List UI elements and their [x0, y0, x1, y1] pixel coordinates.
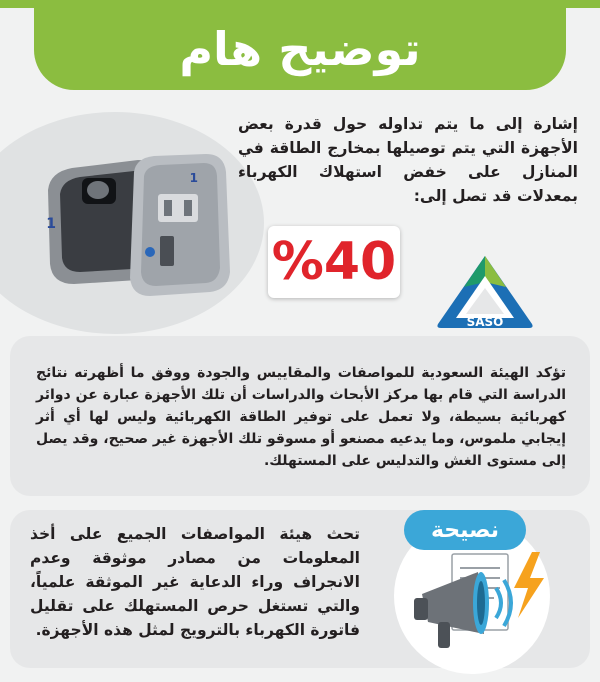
saso-logo-icon — [432, 252, 538, 332]
saso-logo-text: SASO — [466, 315, 504, 329]
advice-badge-label: نصيحة — [430, 517, 500, 543]
saso-statement-text: تؤكد الهيئة السعودية للمواصفات والمقاييس والجودة ووفق ما أظهرته نتائج الدراسة التي قام بها مركز الأبحاث والدراسات أن تلك الأجهزة عبارة عن دوائر كهربائية بسيطة، ولا تعمل على توفير الطاقة الكهربائية وليس لها أي أثر إيجابي ملموس، وما يدعيه مصنعو أو مسوقو تلك الأجهزة غير صحيح، وقد يصل إلى مستوى الغش والتدليس على المستهلك. — [36, 365, 566, 469]
percent-highlight-box — [268, 226, 400, 298]
svg-text:1: 1 — [189, 171, 198, 185]
megaphone-icon — [414, 546, 564, 666]
header-banner — [34, 8, 566, 90]
advice-text: تحث هيئة المواصفات الجميع على أخذ المعلومات من مصادر موثوقة وعدم الانجراف وراء الدعاية غير الموثقة علمياً، والتي تستغل حرص المستهلك على تقليل فاتورة الكهرباء بالترويج لمثل هذه الأجهزة. — [30, 525, 360, 639]
lightning-icon — [514, 552, 544, 618]
page-title: توضيح هام — [179, 22, 421, 76]
intro-paragraph: إشارة إلى ما يتم تداوله حول قدرة بعض الأجهزة التي يتم توصيلها بمخارج الطاقة في المنازل على خفض استهلاك الكهرباء بمعدلات قد تصل إلى: — [238, 115, 578, 205]
top-accent-bar — [0, 0, 600, 8]
advice-badge — [404, 510, 526, 550]
percent-value: %40 — [271, 232, 397, 292]
svg-text:1: 1 — [46, 216, 56, 232]
power-saver-device-icon — [38, 150, 238, 310]
